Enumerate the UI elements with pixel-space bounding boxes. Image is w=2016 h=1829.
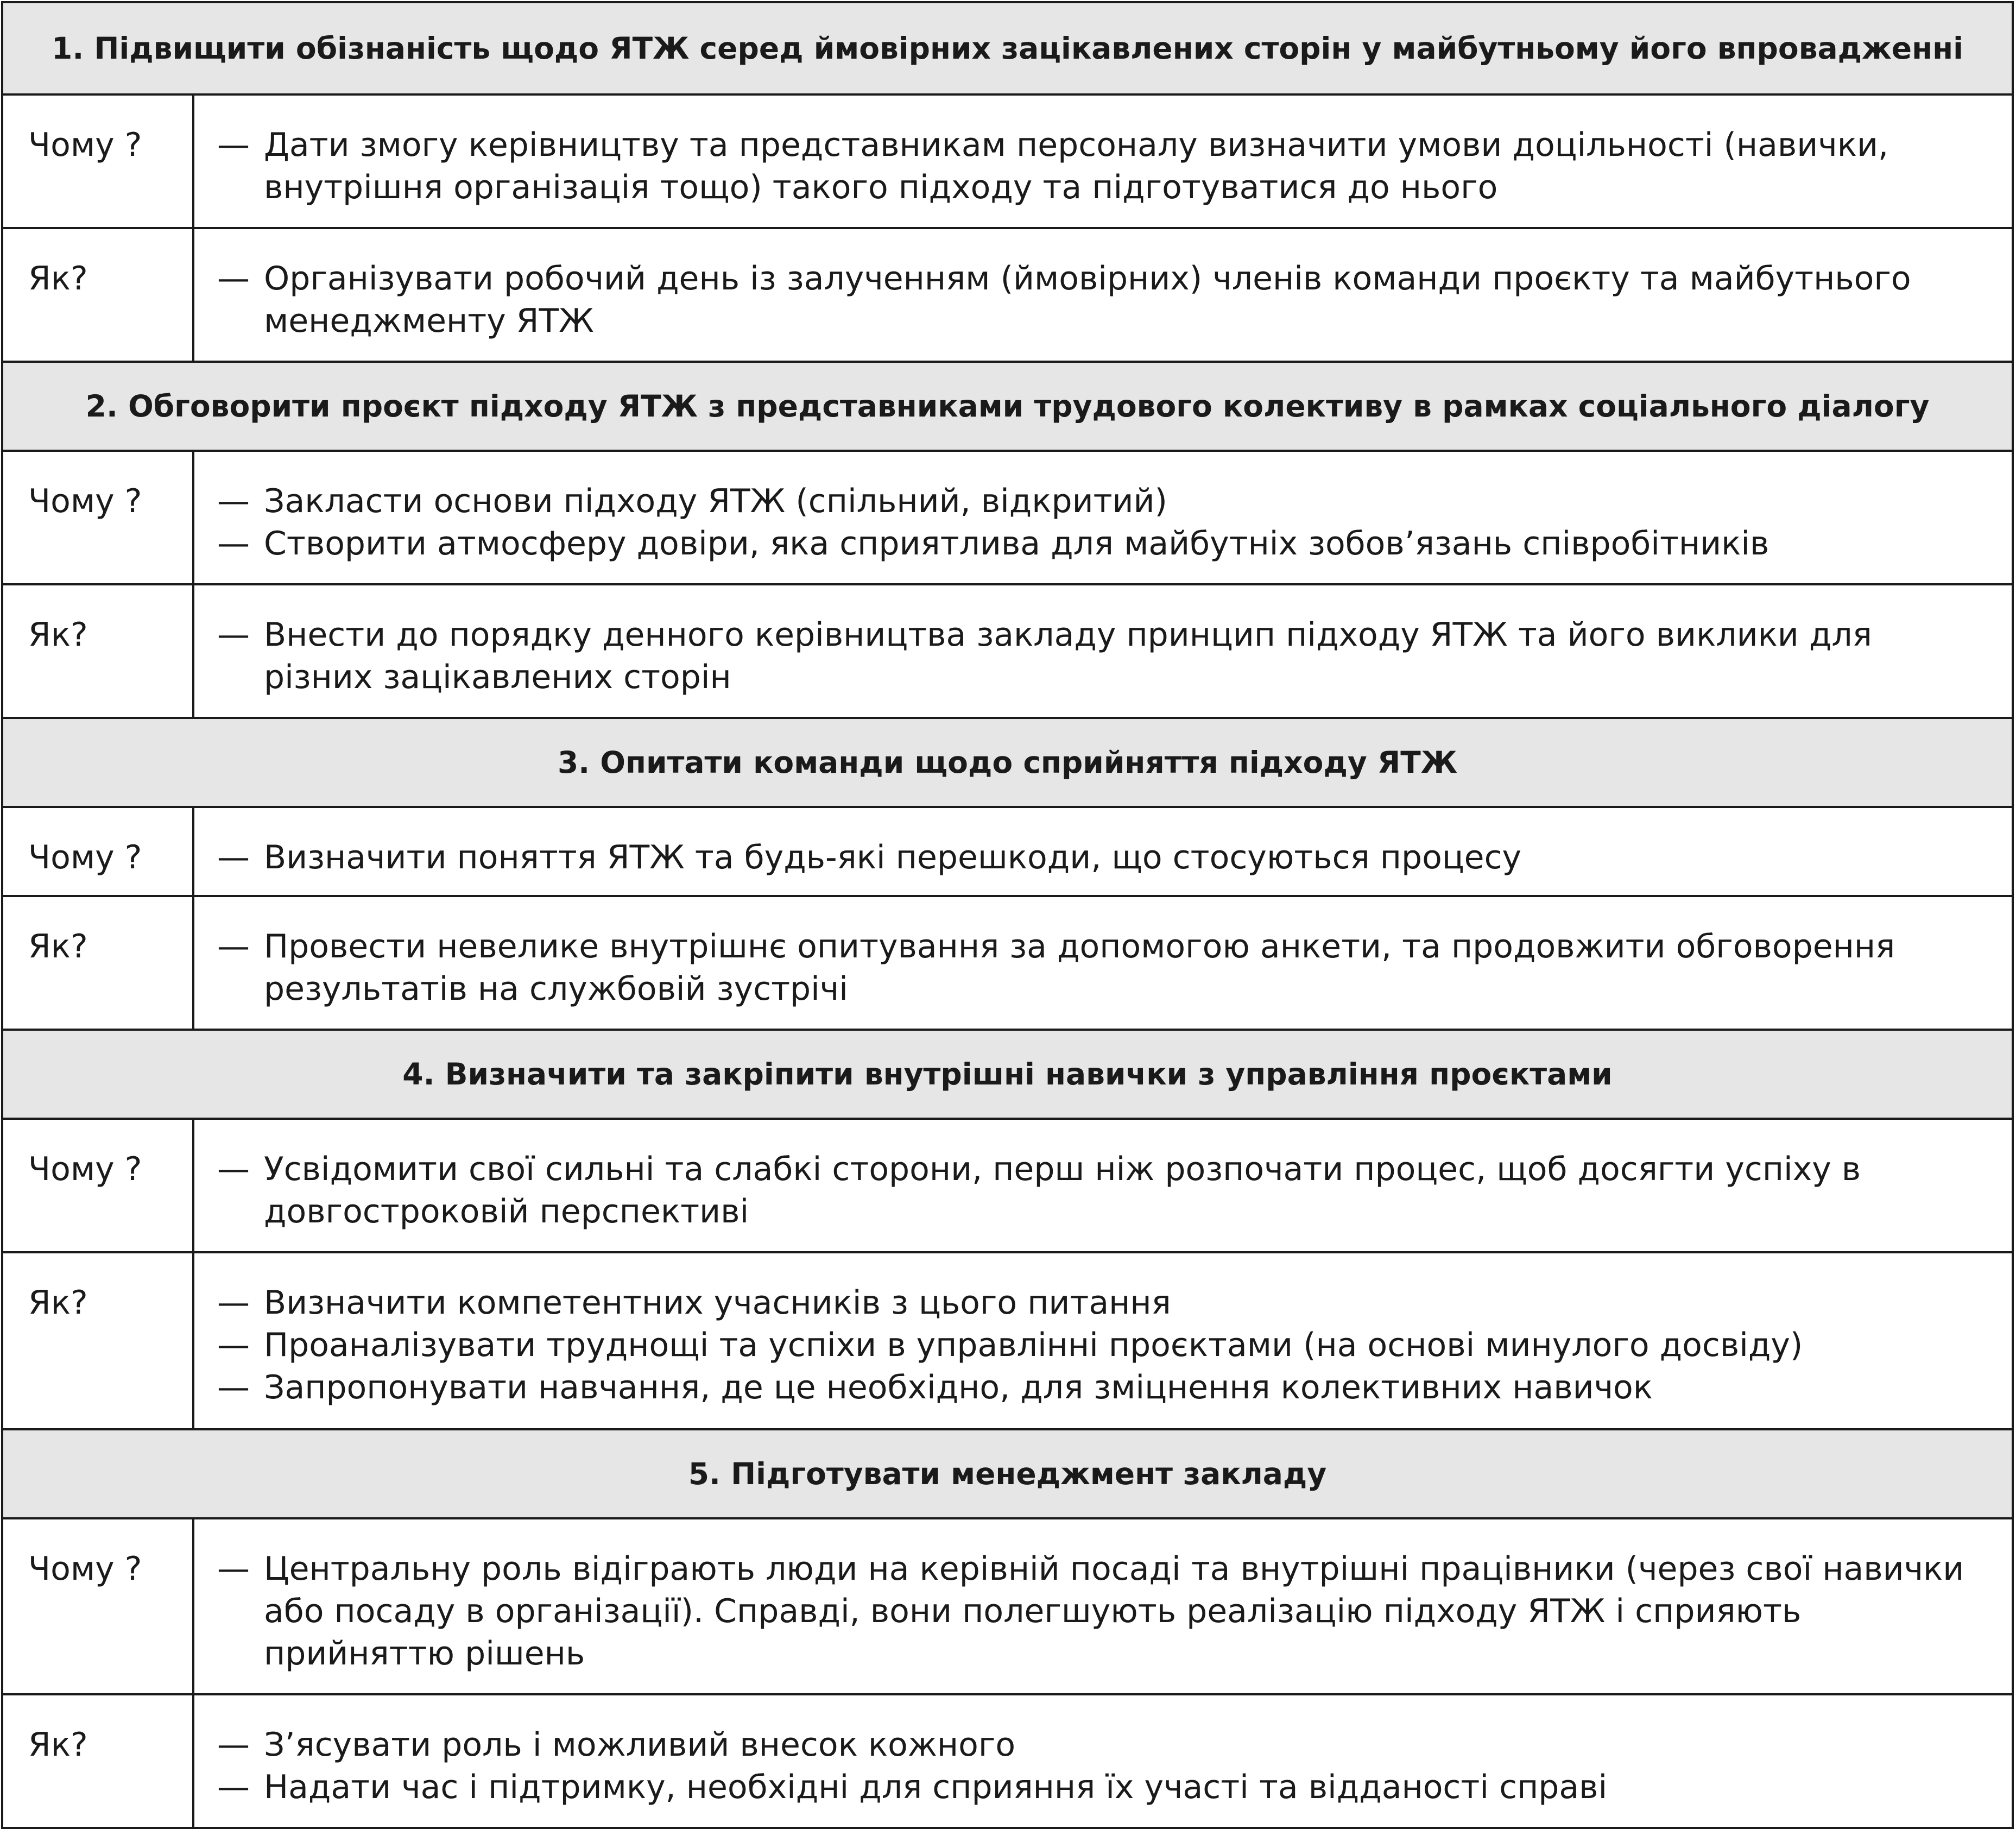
bullet-item — [194, 257, 1990, 342]
bullet-dash: — — [217, 928, 250, 966]
bullet-dash: — — [217, 525, 250, 563]
bullet-item — [194, 124, 1990, 209]
bullet-dash: — — [217, 1150, 250, 1188]
why-label: Чому ? — [2, 1119, 193, 1252]
bullet-item — [194, 1148, 1990, 1233]
section-title: 5. Підготувати менеджмент закладу — [2, 1429, 2013, 1518]
how-label: Як? — [2, 1252, 193, 1429]
bullet-text: Провести невелике внутрішнє опитування за допомогою анкети, та продовжити обговорення результатів на службовій зустрічі — [264, 928, 1895, 1008]
bullet-text: Внести до порядку денного керівництва закладу принцип підходу ЯТЖ та його виклики для різних зацікавлених сторін — [264, 616, 1872, 696]
why-content — [193, 807, 2013, 896]
bullet-dash: — — [217, 1550, 250, 1588]
bullet-text: Визначити компетентних учасників з цього питання — [264, 1284, 1171, 1322]
why-row — [2, 1119, 2013, 1252]
why-label: Чому ? — [2, 94, 193, 228]
how-row — [2, 584, 2013, 718]
bullet-dash: — — [217, 1726, 250, 1764]
section-title: 2. Обговорити проєкт підходу ЯТЖ з представниками трудового колективу в рамках соціального діалогу — [2, 362, 2013, 451]
bullet-item — [194, 522, 1990, 565]
how-content — [193, 1694, 2013, 1828]
why-row — [2, 807, 2013, 896]
how-label: Як? — [2, 1694, 193, 1828]
why-content — [193, 1518, 2013, 1694]
bullet-dash: — — [217, 616, 250, 654]
bullet-item — [194, 1366, 1990, 1409]
section-header-row — [2, 718, 2013, 807]
why-row — [2, 451, 2013, 584]
section-header-row — [2, 1030, 2013, 1119]
bullet-text: Усвідомити свої сильні та слабкі сторони, перш ніж розпочати процес, щоб досягти успіху в довгостроковій перспективі — [264, 1150, 1861, 1231]
why-label: Чому ? — [2, 807, 193, 896]
how-content — [193, 896, 2013, 1030]
bullet-item — [194, 1724, 1990, 1766]
how-label: Як? — [2, 228, 193, 362]
bullet-text: Центральну роль відіграють люди на керівній посаді та внутрішні працівники (через свої навички або посаду в організації). Справді, вони полегшують реалізацію підходу ЯТЖ і сприяють прийняттю рішень — [264, 1550, 1964, 1673]
section-header-row — [2, 2, 2013, 94]
why-content — [193, 451, 2013, 584]
bullet-text: Визначити поняття ЯТЖ та будь-які перешкоди, що стосуються процесу — [264, 838, 1522, 876]
section-header-row — [2, 1429, 2013, 1518]
bullet-dash: — — [217, 1768, 250, 1806]
bullet-item — [194, 1282, 1990, 1324]
table-body — [2, 2, 2013, 1828]
bullet-item — [194, 480, 1990, 522]
why-content — [193, 1119, 2013, 1252]
bullet-text: Створити атмосферу довіри, яка сприятлива для майбутніх зобов’язань співробітників — [264, 525, 1769, 563]
how-row — [2, 1694, 2013, 1828]
bullet-dash: — — [217, 482, 250, 520]
bullet-dash: — — [217, 260, 250, 298]
how-row — [2, 1252, 2013, 1429]
bullet-text: Дати змогу керівництву та представникам персоналу визначити умови доцільності (навички, внутрішня організація тощо) такого підходу та підготуватися до нього — [264, 126, 1889, 206]
section-title: 1. Підвищити обізнаність щодо ЯТЖ серед ймовірних зацікавлених сторін у майбутньому його впровадженні — [2, 2, 2013, 94]
bullet-item — [194, 1766, 1990, 1808]
bullet-text: Організувати робочий день із залученням (ймовірних) членів команди проєкту та майбутнього менеджменту ЯТЖ — [264, 260, 1911, 340]
how-label: Як? — [2, 896, 193, 1030]
why-label: Чому ? — [2, 451, 193, 584]
bullet-item — [194, 925, 1990, 1010]
bullet-item — [194, 836, 1990, 879]
bullet-text: Проаналізувати труднощі та успіхи в управлінні проєктами (на основі минулого досвіду) — [264, 1326, 1803, 1364]
how-content — [193, 228, 2013, 362]
bullet-dash: — — [217, 126, 250, 164]
how-content — [193, 1252, 2013, 1429]
how-row — [2, 228, 2013, 362]
section-title: 4. Визначити та закріпити внутрішні навички з управління проєктами — [2, 1030, 2013, 1119]
bullet-dash: — — [217, 1368, 250, 1407]
section-title: 3. Опитати команди щодо сприйняття підходу ЯТЖ — [2, 718, 2013, 807]
bullet-item — [194, 1548, 1990, 1675]
section-header-row — [2, 362, 2013, 451]
why-content — [193, 94, 2013, 228]
why-row — [2, 94, 2013, 228]
bullet-text: Запропонувати навчання, де це необхідно, для зміцнення колективних навичок — [264, 1368, 1653, 1407]
how-content — [193, 584, 2013, 718]
bullet-dash: — — [217, 838, 250, 876]
bullet-text: Закласти основи підходу ЯТЖ (спільний, відкритий) — [264, 482, 1167, 520]
how-label: Як? — [2, 584, 193, 718]
bullet-dash: — — [217, 1284, 250, 1322]
how-row — [2, 896, 2013, 1030]
bullet-item — [194, 1324, 1990, 1366]
bullet-item — [194, 614, 1990, 698]
why-label: Чому ? — [2, 1518, 193, 1694]
bullet-text: Надати час і підтримку, необхідні для сприяння їх участі та відданості справі — [264, 1768, 1608, 1806]
bullet-text: З’ясувати роль і можливий внесок кожного — [264, 1726, 1016, 1764]
bullet-dash: — — [217, 1326, 250, 1364]
why-row — [2, 1518, 2013, 1694]
action-plan-table — [1, 1, 2014, 1829]
